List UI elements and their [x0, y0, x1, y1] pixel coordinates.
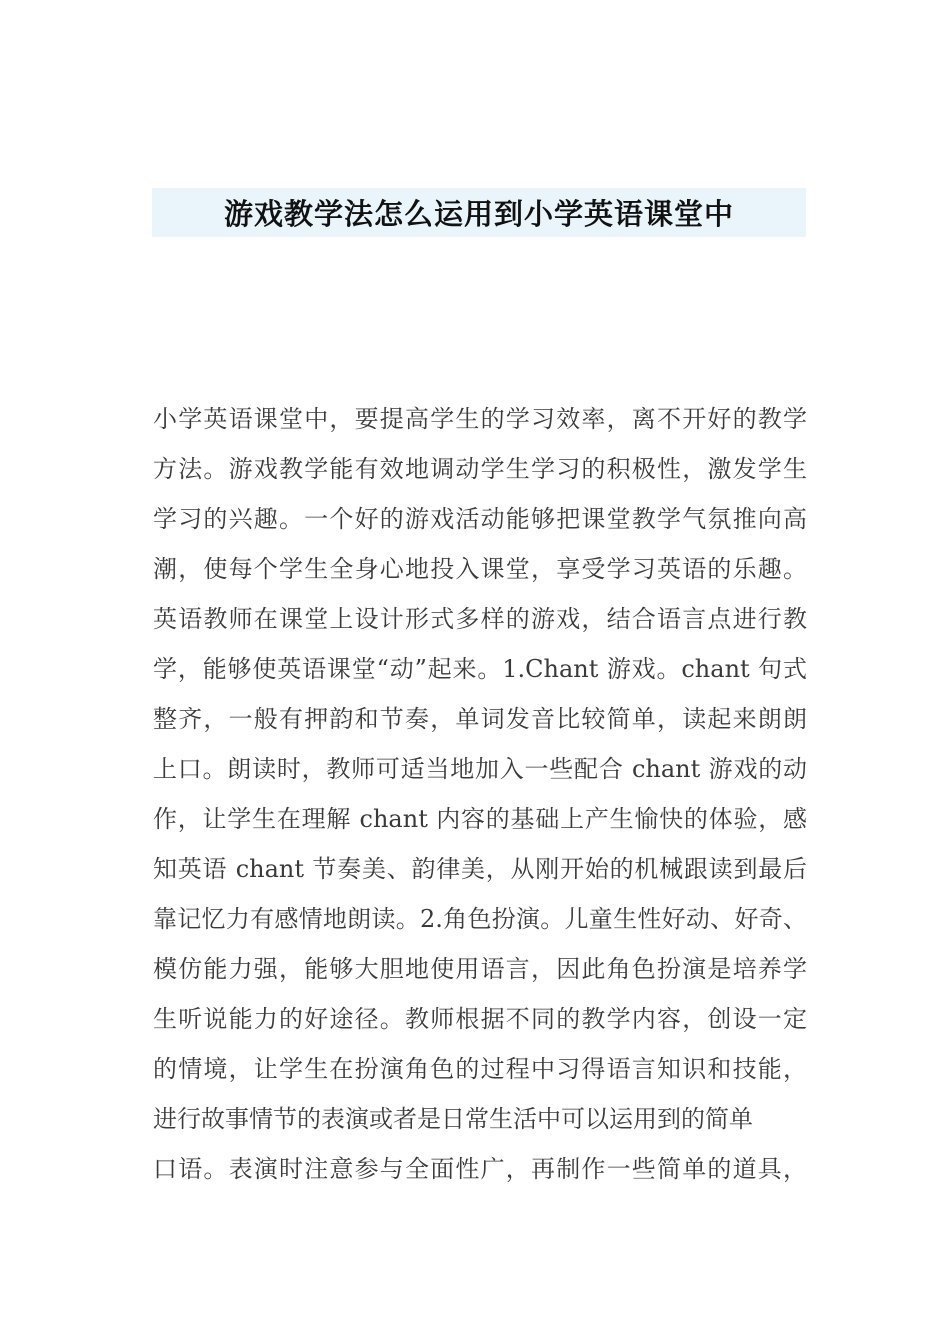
text-line: 小学英语课堂中，要提高学生的学习效率，离不开好的教学: [153, 405, 807, 433]
text-line: 潮，使每个学生全身心地投入课堂，享受学习英语的乐趣。: [153, 555, 807, 583]
text-line: 口语。表演时注意参与全面性广，再制作一些简单的道具，: [153, 1155, 807, 1183]
text-line: 学习的兴趣。一个好的游戏活动能够把课堂教学气氛推向高: [153, 505, 807, 533]
body-paragraph: [153, 394, 807, 1194]
text-line: 整齐，一般有押韵和节奏，单词发音比较简单，读起来朗朗: [153, 705, 807, 733]
title-banner: [152, 188, 806, 237]
text-line: 生听说能力的好途径。教师根据不同的教学内容，创设一定: [153, 1005, 807, 1033]
text-line: 学，能够使英语课堂“动”起来。1.Chant 游戏。chant 句式: [153, 655, 807, 683]
text-line: 靠记忆力有感情地朗读。2.角色扮演。儿童生性好动、好奇、: [153, 905, 807, 933]
text-line: 知英语 chant 节奏美、韵律美，从刚开始的机械跟读到最后: [153, 855, 807, 883]
text-line: 上口。朗读时，教师可适当地加入一些配合 chant 游戏的动: [153, 755, 807, 783]
text-line: 英语教师在课堂上设计形式多样的游戏，结合语言点进行教: [153, 605, 807, 633]
text-line: 作，让学生在理解 chant 内容的基础上产生愉快的体验，感: [153, 805, 807, 833]
text-line: 方法。游戏教学能有效地调动学生学习的积极性，激发学生: [153, 455, 807, 483]
document-title: 游戏教学法怎么运用到小学英语课堂中: [223, 197, 734, 231]
text-line: 进行故事情节的表演或者是日常生活中可以运用到的简单: [153, 1105, 753, 1133]
text-line: 模仿能力强，能够大胆地使用语言，因此角色扮演是培养学: [153, 955, 807, 983]
text-line: 的情境，让学生在扮演角色的过程中习得语言知识和技能，: [153, 1055, 807, 1083]
